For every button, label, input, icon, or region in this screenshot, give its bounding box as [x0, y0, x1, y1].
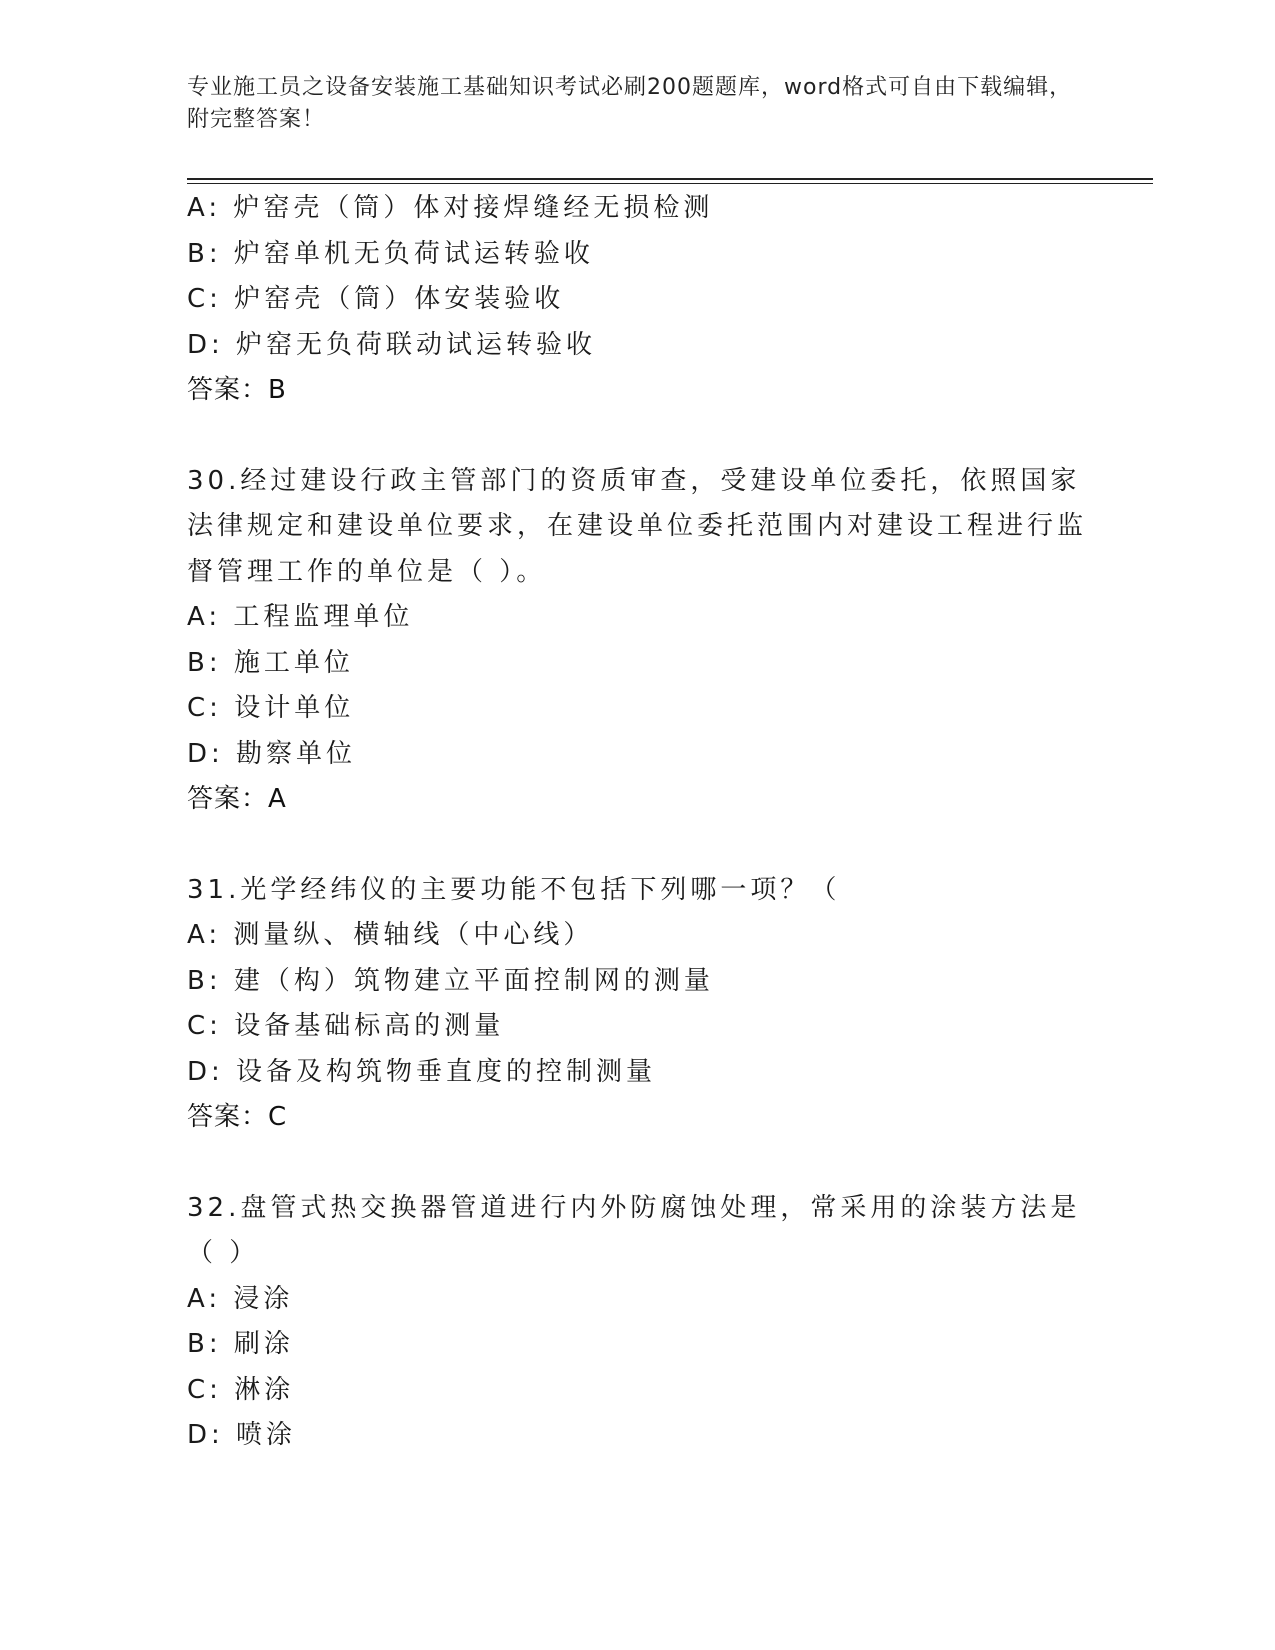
- option-b: B: 施工单位: [187, 647, 354, 678]
- answer-line: 答案：B: [187, 375, 287, 405]
- question-block-31: [187, 868, 1107, 1141]
- question-text: 32.盘管式热交换器管道进行内外防腐蚀处理，常采用的涂装方法是（ ）: [187, 1192, 1081, 1268]
- answer-line: 答案：A: [187, 784, 287, 814]
- option-a: A: 浸涂: [187, 1283, 294, 1314]
- option-b: B: 炉窑单机无负荷试运转验收: [187, 238, 594, 269]
- document-header: 专业施工员之设备安装施工基础知识考试必刷200题题库，word格式可自由下载编辑，附完整答案！: [187, 75, 1073, 132]
- option-d: D: 勘察单位: [187, 738, 357, 769]
- question-block-30: [187, 459, 1107, 823]
- option-b: B: 刷涂: [187, 1329, 294, 1359]
- option-c: C: 设备基础标高的测量: [187, 1011, 505, 1041]
- option-b: B: 建（构）筑物建立平面控制网的测量: [187, 965, 714, 996]
- option-a: A: 炉窑壳（筒）体对接焊缝经无损检测: [187, 193, 714, 223]
- answer-line: 答案：C: [187, 1102, 288, 1132]
- header-rule-thin: [187, 183, 1153, 184]
- question-block-32: [187, 1186, 1107, 1459]
- option-a: A: 工程监理单位: [187, 602, 414, 632]
- option-c: C: 淋涂: [187, 1374, 295, 1405]
- option-d: D: 喷涂: [187, 1420, 297, 1450]
- question-block-29: [187, 186, 1107, 414]
- option-a: A: 测量纵、横轴线（中心线）: [187, 920, 594, 950]
- option-c: C: 炉窑壳（筒）体安装验收: [187, 284, 565, 314]
- question-list: [187, 186, 1107, 1459]
- header-rule-thick: [187, 178, 1153, 180]
- option-c: C: 设计单位: [187, 693, 355, 723]
- question-text: 30.经过建设行政主管部门的资质审查，受建设单位委托，依照国家法律规定和建设单位要求，在建设单位委托范围内对建设工程进行监督管理工作的单位是（ ）。: [187, 465, 1088, 587]
- question-text: 31.光学经纬仪的主要功能不包括下列哪一项？（: [187, 874, 841, 905]
- option-d: D: 炉窑无负荷联动试运转验收: [187, 329, 597, 360]
- option-d: D: 设备及构筑物垂直度的控制测量: [187, 1056, 657, 1087]
